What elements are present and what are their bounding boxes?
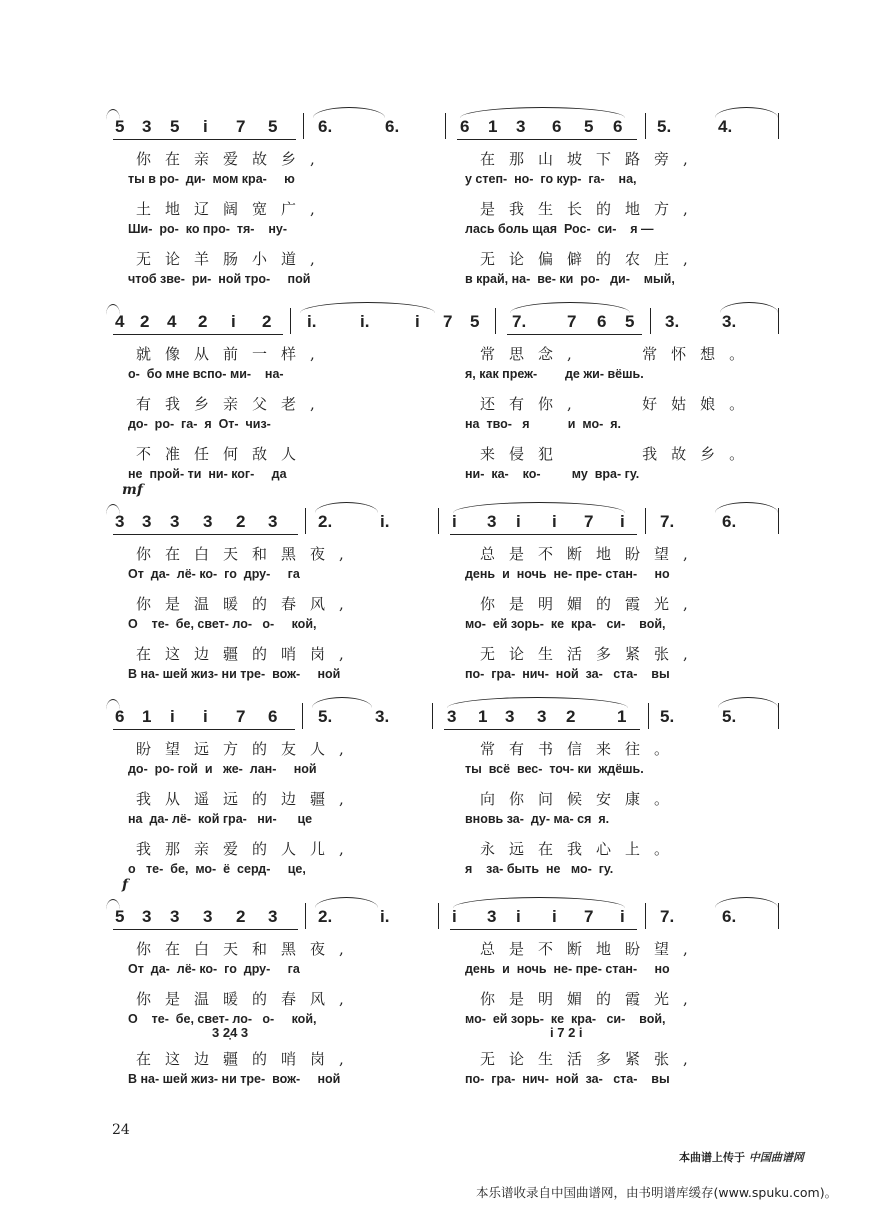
lyric-russian: до- ро- га- я От- чиз- (128, 417, 271, 431)
note: 5. (722, 707, 737, 726)
note: i (231, 312, 236, 331)
beam-line (113, 334, 283, 335)
upload-text: 本曲谱上传于 (679, 1151, 745, 1164)
note: 2 (140, 312, 150, 331)
bar-line (445, 113, 446, 139)
note: 3 (170, 512, 180, 531)
bar-line (778, 113, 779, 139)
note: 7 (584, 512, 594, 531)
beam-line (113, 139, 296, 140)
bar-line (290, 308, 291, 334)
note: 5. (660, 707, 675, 726)
note: i. (380, 512, 390, 531)
lyric-chinese: 就像从前一样, (136, 345, 329, 363)
note: 5 (470, 312, 480, 331)
lyric-russian: о- бо мне вспо- ми- на- (128, 367, 284, 381)
lyric-russian: по- гра- нич- ной за- ста- вы (465, 1072, 670, 1086)
note: i (415, 312, 420, 331)
lyric-russian: От да- лё- ко- го дру- га (128, 962, 300, 976)
tie-arc (715, 107, 778, 118)
note: i (170, 707, 175, 726)
tie-arc (312, 697, 372, 708)
note: 5 (170, 117, 180, 136)
note: 3 (268, 512, 278, 531)
note: 3. (722, 312, 737, 331)
lyric-russian: В на- шей жиз- ни тре- вож- ной (128, 667, 341, 681)
note: 3 (268, 907, 278, 926)
note: 5 (115, 117, 125, 136)
bar-line (305, 508, 306, 534)
note: i (203, 707, 208, 726)
note: 2. (318, 512, 333, 531)
bar-line (438, 903, 439, 929)
note: 6 (552, 117, 562, 136)
lyric-russian: В на- шей жиз- ни тре- вож- ной (128, 1072, 341, 1086)
lyric-chinese: 在这边疆的哨岗, (136, 645, 358, 663)
note: 3 (505, 707, 515, 726)
tie-arc (715, 897, 778, 908)
note: i. (360, 312, 370, 331)
note: i (552, 907, 557, 926)
note: 7 (236, 117, 246, 136)
lyric-chinese: 我那亲爱的人儿, (136, 840, 358, 858)
lyric-russian: день и ночь не- пре- стан- но (465, 567, 670, 581)
lyric-russian: О те- бе, свет- ло- о- кой, (128, 617, 317, 631)
bar-line (778, 308, 779, 334)
lyric-chinese: 常有书信来往。 (480, 740, 684, 758)
note: 2 (236, 907, 246, 926)
tie-arc (315, 897, 378, 908)
lyric-russian: чтоб зве- ри- ной тро- пой (128, 272, 311, 286)
lyric-chinese: 你在白天和黑夜, (136, 940, 358, 958)
note: 3 (115, 512, 125, 531)
note: 6 (597, 312, 607, 331)
lyric-chinese: 还有你, 好姑娘。 (480, 395, 759, 413)
note: 2. (318, 907, 333, 926)
lyric-russian: до- ро- гой и же- лан- ной (128, 762, 317, 776)
tie-arc (447, 697, 628, 708)
lyric-russian: От да- лё- ко- го дру- га (128, 567, 300, 581)
beam-line (113, 729, 295, 730)
tie-arc (300, 302, 435, 313)
note: 1 (488, 117, 498, 136)
lyric-chinese: 我从遥远的边疆, (136, 790, 358, 808)
lyric-chinese: 向你问候安康。 (480, 790, 684, 808)
note: i (620, 512, 625, 531)
lyric-chinese: 在这边疆的哨岗, (136, 1050, 358, 1068)
note: 1 (617, 707, 627, 726)
lyric-russian: на да- лё- кой гра- ни- це (128, 812, 313, 826)
lyric-chinese: 在那山坡下路旁, (480, 150, 702, 168)
note: 3 (487, 512, 497, 531)
tie-arc (453, 502, 625, 513)
note: 5 (115, 907, 125, 926)
note: 7 (584, 907, 594, 926)
note: 6. (318, 117, 333, 136)
note: 1 (142, 707, 152, 726)
upload-credit (679, 1149, 804, 1165)
tie-arc (313, 107, 385, 118)
lyric-russian: О те- бе, свет- ло- о- кой, (128, 1012, 317, 1026)
note: 7 (236, 707, 246, 726)
note: 6. (385, 117, 400, 136)
note: 3 (537, 707, 547, 726)
tie-arc (453, 897, 625, 908)
lyric-chinese: 来侵犯 我故乡。 (480, 445, 759, 463)
lyric-russian: ты в ро- ди- мом кра- ю (128, 172, 295, 186)
note: 6 (268, 707, 278, 726)
lyric-russian: о те- бе, мо- ё серд- це, (128, 862, 306, 876)
note: i (620, 907, 625, 926)
lyric-chinese: 是我生长的地方, (480, 200, 702, 218)
note: 5. (318, 707, 333, 726)
lyric-russian: не прой- ти ни- ког- да (128, 467, 287, 481)
note: 1 (478, 707, 488, 726)
note: i (516, 907, 521, 926)
note: 7 (443, 312, 453, 331)
beam-line (450, 534, 637, 535)
note: i. (307, 312, 317, 331)
bar-line (432, 703, 433, 729)
bar-line (495, 308, 496, 334)
lyric-russian: мо- ей зорь- ке кра- си- вой, (465, 1012, 666, 1026)
note: 5 (584, 117, 594, 136)
note: 6. (722, 907, 737, 926)
beam-line (450, 929, 637, 930)
tie-arc (715, 502, 778, 513)
lyric-chinese: 永远在我心上。 (480, 840, 684, 858)
note: 5. (657, 117, 672, 136)
note: 5 (268, 117, 278, 136)
lyric-chinese: 无论生活多紧张, (480, 645, 702, 663)
beam-line (457, 139, 637, 140)
lyric-russian: мо- ей зорь- ке кра- си- вой, (465, 617, 666, 631)
lyric-chinese: 你是温暖的春风, (136, 990, 358, 1008)
lyric-chinese: 你是明媚的霞光, (480, 595, 702, 613)
lyric-chinese: 你在白天和黑夜, (136, 545, 358, 563)
bar-line (778, 903, 779, 929)
note: 7. (660, 907, 675, 926)
tie-arc (510, 302, 630, 313)
note: 3 (203, 907, 213, 926)
note: i. (380, 907, 390, 926)
lyric-russian: ни- ка- ко- му вра- гу. (465, 467, 640, 481)
note: 6. (722, 512, 737, 531)
note: 3 (142, 907, 152, 926)
note: 3 (487, 907, 497, 926)
tie-arc (720, 302, 778, 313)
lyric-chinese: 不准任何敌人 (136, 445, 311, 463)
note: 4 (115, 312, 125, 331)
note: 7. (512, 312, 527, 331)
beam-line (444, 729, 640, 730)
note: 2 (198, 312, 208, 331)
note: i (452, 512, 457, 531)
lyric-russian: по- гра- нич- ной за- ста- вы (465, 667, 670, 681)
note: 7 (567, 312, 577, 331)
bar-line (778, 703, 779, 729)
note: i (516, 512, 521, 531)
page-number: 24 (112, 1122, 130, 1138)
lyric-chinese: 你是温暖的春风, (136, 595, 358, 613)
lyric-russian: вновь за- ду- ма- ся я. (465, 812, 610, 826)
footer-note: 本乐谱收录自中国曲谱网，由书明谱库缓存(www.spuku.com)。 (476, 1185, 838, 1200)
note: i (452, 907, 457, 926)
bar-line (778, 508, 779, 534)
note: i (552, 512, 557, 531)
lyric-chinese: 无论偏僻的农庄, (480, 250, 702, 268)
note: 3 (516, 117, 526, 136)
lyric-russian: у степ- но- го кур- га- на, (465, 172, 637, 186)
lyric-chinese: 土地辽阔宽广, (136, 200, 329, 218)
grace-notes: 3 2̣4 3 (212, 1025, 249, 1040)
upload-brand: 中国曲谱网 (748, 1151, 804, 1164)
note: 3. (375, 707, 390, 726)
lyric-russian: в край, на- ве- ки ро- ди- мый, (465, 272, 675, 286)
lyric-chinese: 有我乡亲父老, (136, 395, 329, 413)
lyric-chinese: 你是明媚的霞光, (480, 990, 702, 1008)
note: 3 (142, 512, 152, 531)
note: 3. (665, 312, 680, 331)
note: 3 (203, 512, 213, 531)
bar-line (438, 508, 439, 534)
lyric-chinese: 总是不断地盼望, (480, 545, 702, 563)
lyric-russian: лась боль щая Рос- си- я — (465, 222, 654, 236)
grace-notes: i 7 2 i (550, 1025, 583, 1040)
lyric-chinese: 盼望远方的友人, (136, 740, 358, 758)
lyric-chinese: 你在亲爱故乡, (136, 150, 329, 168)
note: 4 (167, 312, 177, 331)
bar-line (302, 703, 303, 729)
beam-line (507, 334, 642, 335)
lyric-chinese: 常思念, 常怀想。 (480, 345, 759, 363)
note: 3 (142, 117, 152, 136)
bar-line (650, 308, 651, 334)
dynamic-marking: mf (122, 482, 143, 498)
note: 2 (262, 312, 272, 331)
note: 6 (460, 117, 470, 136)
lyric-russian: Ши- ро- ко про- тя- ну- (128, 222, 287, 236)
note: 7. (660, 512, 675, 531)
lyric-russian: день и ночь не- пре- стан- но (465, 962, 670, 976)
bar-line (645, 113, 646, 139)
note: i (203, 117, 208, 136)
beam-line (113, 534, 298, 535)
note: 2 (566, 707, 576, 726)
lyric-russian: я за- быть не мо- гу. (465, 862, 614, 876)
note: 3 (170, 907, 180, 926)
bar-line (645, 508, 646, 534)
bar-line (305, 903, 306, 929)
lyric-russian: ты всё вес- точ- ки ждёшь. (465, 762, 644, 776)
bar-line (303, 113, 304, 139)
note: 6 (613, 117, 623, 136)
lyric-chinese: 无论生活多紧张, (480, 1050, 702, 1068)
bar-line (645, 903, 646, 929)
note: 3 (447, 707, 457, 726)
dynamic-marking: f (122, 877, 129, 893)
beam-line (113, 929, 298, 930)
note: 6 (115, 707, 125, 726)
lyric-chinese: 无论羊肠小道, (136, 250, 329, 268)
lyric-russian: на тво- я и мо- я. (465, 417, 622, 431)
note: 4. (718, 117, 733, 136)
tie-arc (718, 697, 778, 708)
bar-line (648, 703, 649, 729)
lyric-chinese: 总是不断地盼望, (480, 940, 702, 958)
lyric-russian: я, как преж- де жи- вёшь. (465, 367, 644, 381)
tie-arc (315, 502, 378, 513)
note: 5 (625, 312, 635, 331)
tie-arc (460, 107, 625, 118)
note: 2 (236, 512, 246, 531)
